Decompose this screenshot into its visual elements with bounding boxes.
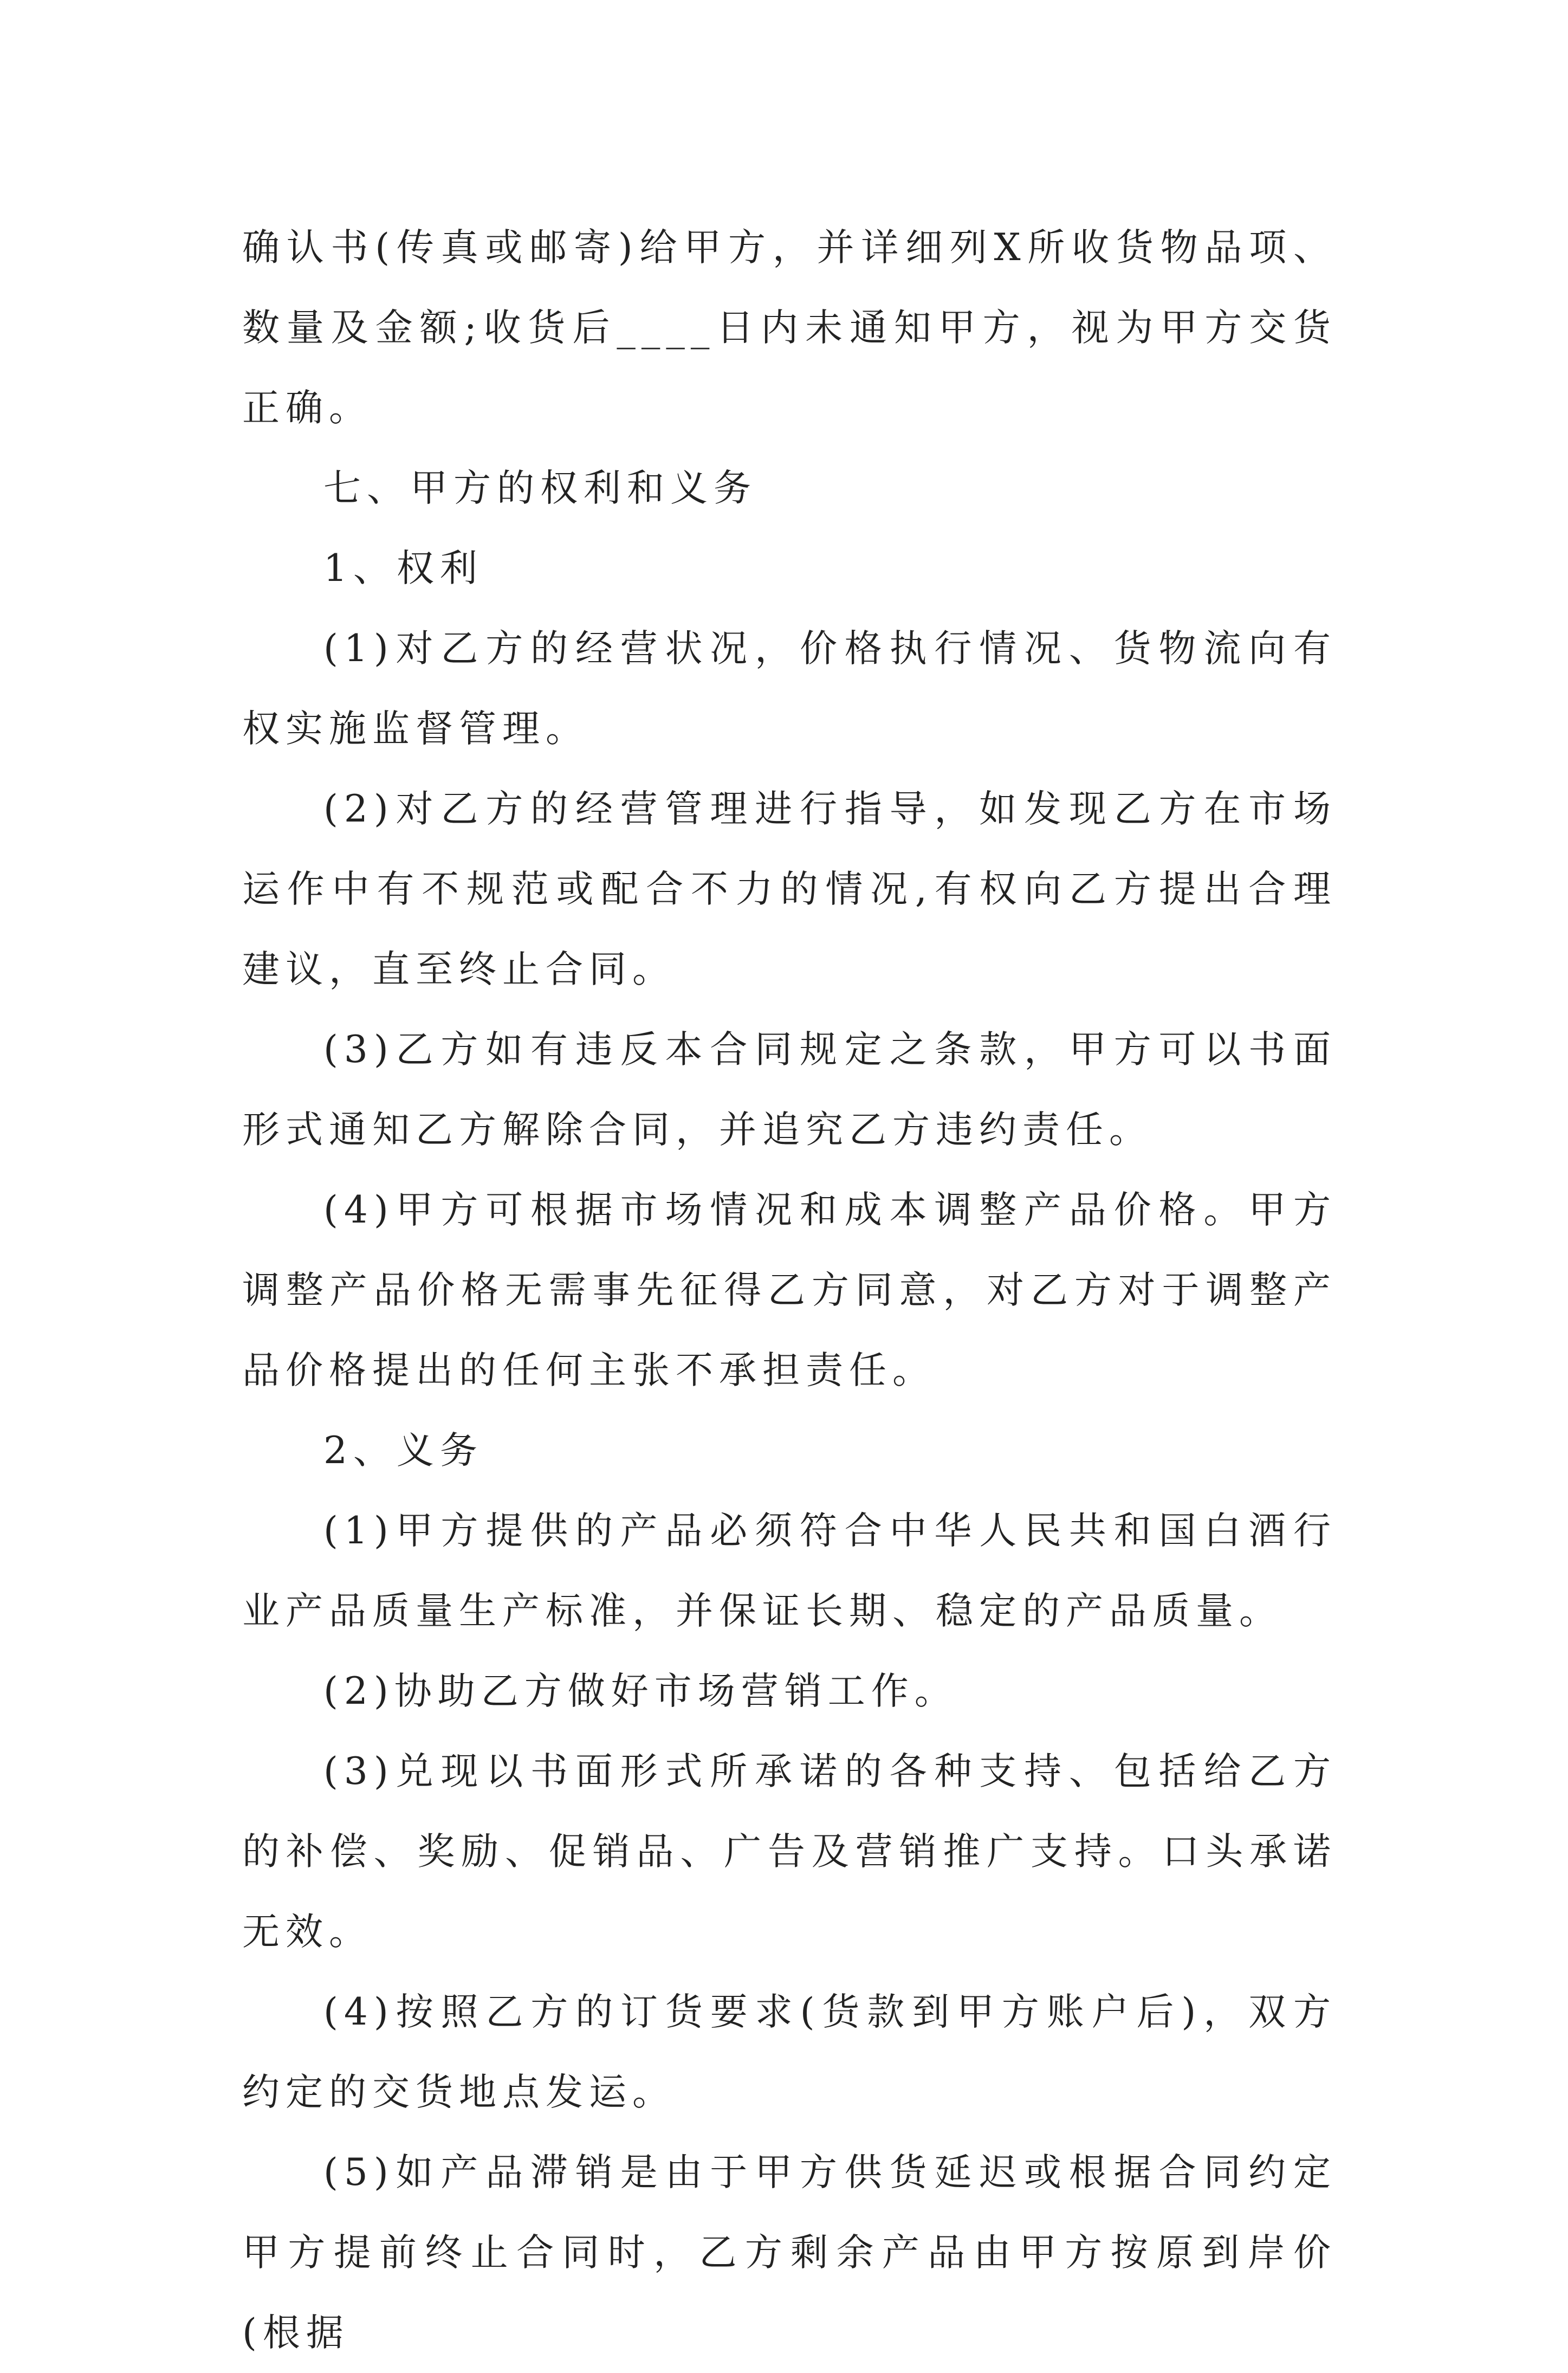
subheading-rights: 1、权利 [323, 547, 483, 590]
rights-item-4: (4)甲方可根据市场情况和成本调整产品价格。甲方调整产品价格无需事先征得乙方同意，对乙方对于调整产品价格提出的任何主张不承担责任。 [242, 1188, 1337, 1392]
rights-item-3: (3)乙方如有违反本合同规定之条款，甲方可以书面形式通知乙方解除合同，并追究乙方违约责任。 [242, 1028, 1337, 1152]
subheading-obligations: 2、义务 [323, 1429, 483, 1472]
obligations-item-2: (2)协助乙方做好市场营销工作。 [323, 1670, 958, 1713]
obligations-item-5: (5)如产品滞销是由于甲方供货延迟或根据合同约定甲方提前终止合同时，乙方剩余产品由甲方按原到岸价(根据 [242, 2151, 1337, 2355]
section-heading-party-a-rights-obligations: 七、甲方的权利和义务 [323, 467, 757, 510]
obligations-item-1: (1)甲方提供的产品必须符合中华人民共和国白酒行业产品质量生产标准，并保证长期、稳定的产品质量。 [242, 1509, 1337, 1633]
paragraph-confirmation: 确认书(传真或邮寄)给甲方，并详细列X所收货物品项、数量及金额;收货后____日内未通知甲方，视为甲方交货正确。 [242, 226, 1337, 430]
obligations-item-3: (3)兑现以书面形式所承诺的各种支持、包括给乙方的补偿、奖励、促销品、广告及营销推广支持。口头承诺无效。 [242, 1750, 1337, 1954]
document-body [242, 208, 1337, 2373]
obligations-item-4: (4)按照乙方的订货要求(货款到甲方账户后)，双方约定的交货地点发运。 [242, 1990, 1337, 2114]
rights-item-2: (2)对乙方的经营管理进行指导，如发现乙方在市场运作中有不规范或配合不力的情况,有权向乙方提出合理建议，直至终止合同。 [242, 787, 1337, 991]
rights-item-1: (1)对乙方的经营状况，价格执行情况、货物流向有权实施监督管理。 [242, 627, 1337, 751]
